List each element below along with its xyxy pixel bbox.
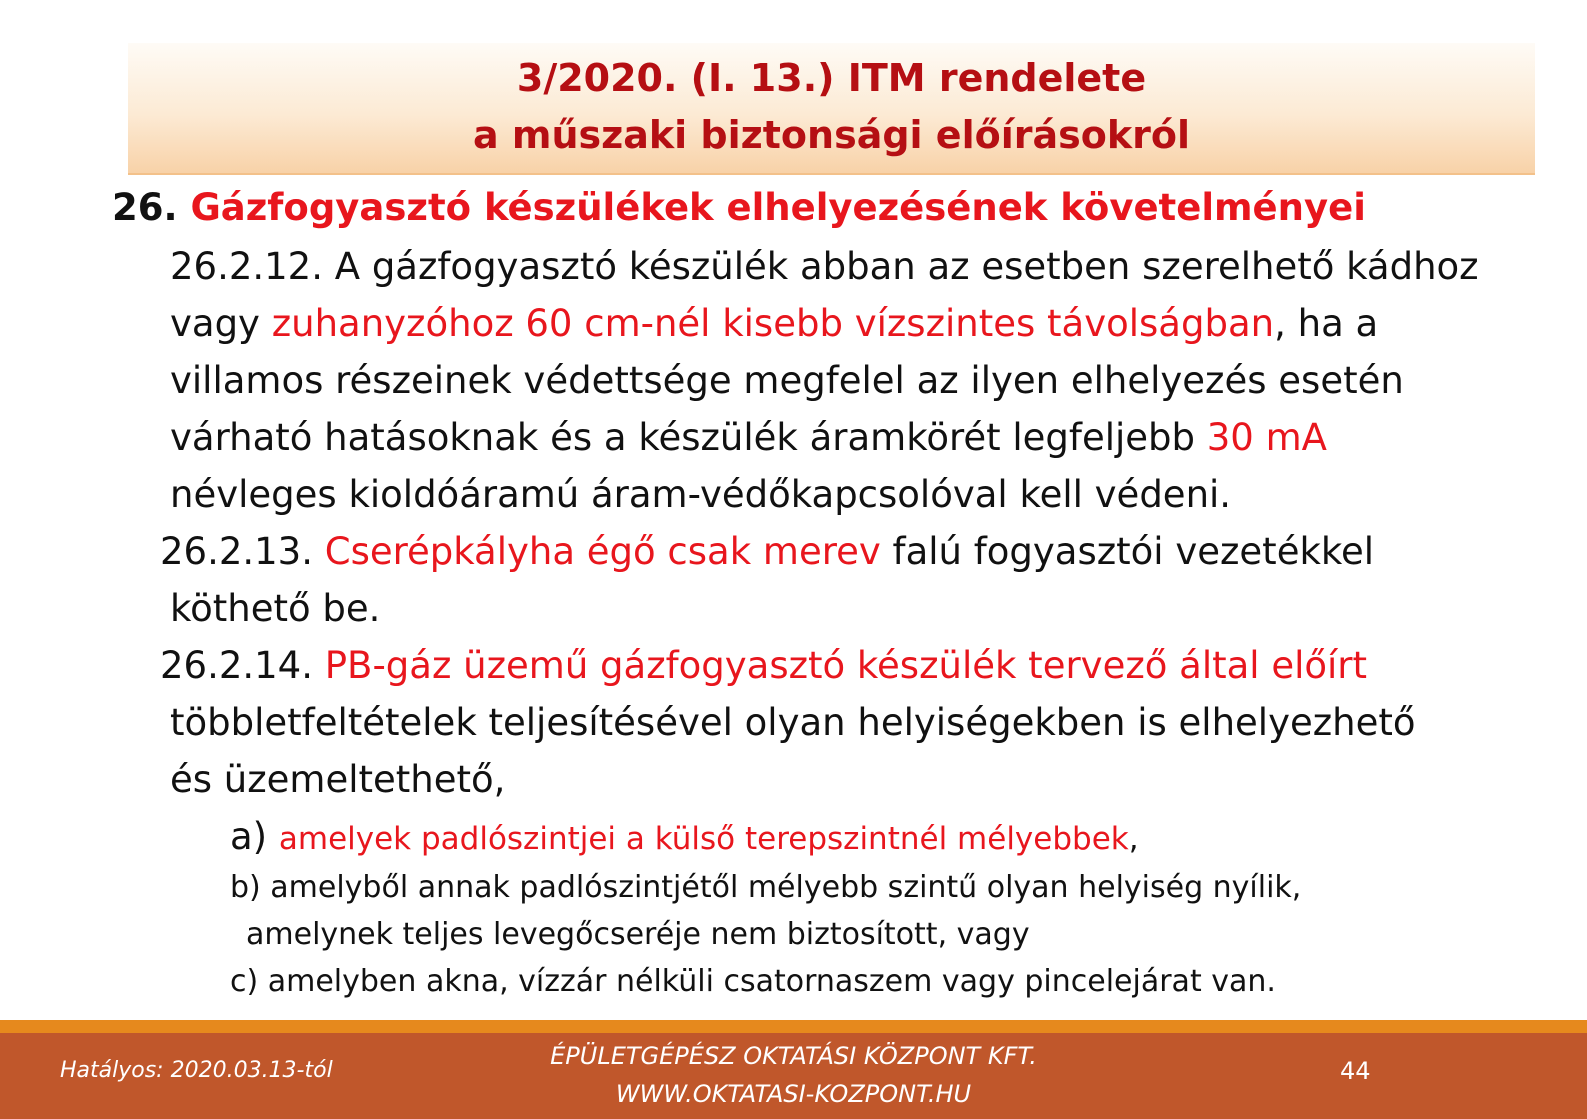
footer-website: WWW.OKTATASI-KOZPONT.HU [615, 1080, 972, 1108]
highlight-current: 30 mA [1206, 416, 1327, 459]
text-span: 26.2.13. [160, 530, 325, 573]
footer-org-name: ÉPÜLETGÉPÉSZ OKTATÁSI KÖZPONT KFT. [550, 1042, 1037, 1070]
text-span: , ha a [1274, 302, 1379, 345]
list-item-a [230, 815, 1139, 859]
paragraph-26-2-14-line-1 [160, 644, 1367, 688]
paragraph-26-2-12-line-2 [170, 302, 1378, 346]
text-span: , [1128, 821, 1139, 857]
paragraph-26-2-12-line-1: 26.2.12. A gázfogyasztó készülék abban az esetben szerelhető kádhoz [170, 245, 1479, 288]
slide-title-line-1: 3/2020. (I. 13.) ITM rendelete [516, 56, 1147, 100]
paragraph-26-2-12-line-3: villamos részeinek védettsége megfelel az ilyen elhelyezés esetén [170, 359, 1404, 402]
footer-stripe [0, 1020, 1587, 1033]
footer-bar [0, 1033, 1587, 1119]
paragraph-26-2-13-line-2: köthető be. [170, 587, 381, 630]
section-number: 26. [112, 186, 191, 229]
section-title: Gázfogyasztó készülékek elhelyezésének követelményei [190, 186, 1366, 229]
paragraph-26-2-14-line-2: többletfeltételek teljesítésével olyan helyiségekben is elhelyezhető [170, 701, 1416, 744]
text-span: vagy [170, 302, 272, 345]
paragraph-26-2-12-line-4 [170, 416, 1327, 460]
list-item-a-text: amelyek padlószintjei a külső terepszintnél mélyebbek [278, 821, 1129, 857]
paragraph-26-2-14-line-3: és üzemeltethető, [170, 758, 506, 801]
list-label: a) [230, 815, 279, 858]
section-heading [112, 186, 1366, 230]
footer-date: Hatályos: 2020.03.13-tól [60, 1058, 333, 1083]
page-number: 44 [1340, 1057, 1371, 1085]
list-item-b-line-1: b) amelyből annak padlószintjétől mélyebb szintű olyan helyiség nyílik, [230, 870, 1302, 905]
paragraph-26-2-13-line-1 [160, 530, 1374, 574]
list-item-c: c) amelyben akna, vízzár nélküli csatornaszem vagy pincelejárat van. [230, 964, 1276, 999]
text-span: falú fogyasztói vezetékkel [880, 530, 1375, 573]
slide-title-line-2: a műszaki biztonsági előírásokról [473, 113, 1190, 157]
text-span: várható hatásoknak és a készülék áramkörét legfeljebb [170, 416, 1207, 459]
highlight-stove: Cserépkályha égő csak merev [324, 530, 881, 573]
highlight-lpg: PB-gáz üzemű gázfogyasztó készülék tervező által előírt [324, 644, 1368, 687]
paragraph-26-2-12-line-5: névleges kioldóáramú áram-védőkapcsolóval kell védeni. [170, 473, 1232, 516]
highlight-distance: zuhanyzóhoz 60 cm-nél kisebb vízszintes távolságban [271, 302, 1275, 345]
text-span: 26.2.14. [160, 644, 325, 687]
list-item-b-line-2: amelynek teljes levegőcseréje nem biztosított, vagy [246, 917, 1030, 952]
